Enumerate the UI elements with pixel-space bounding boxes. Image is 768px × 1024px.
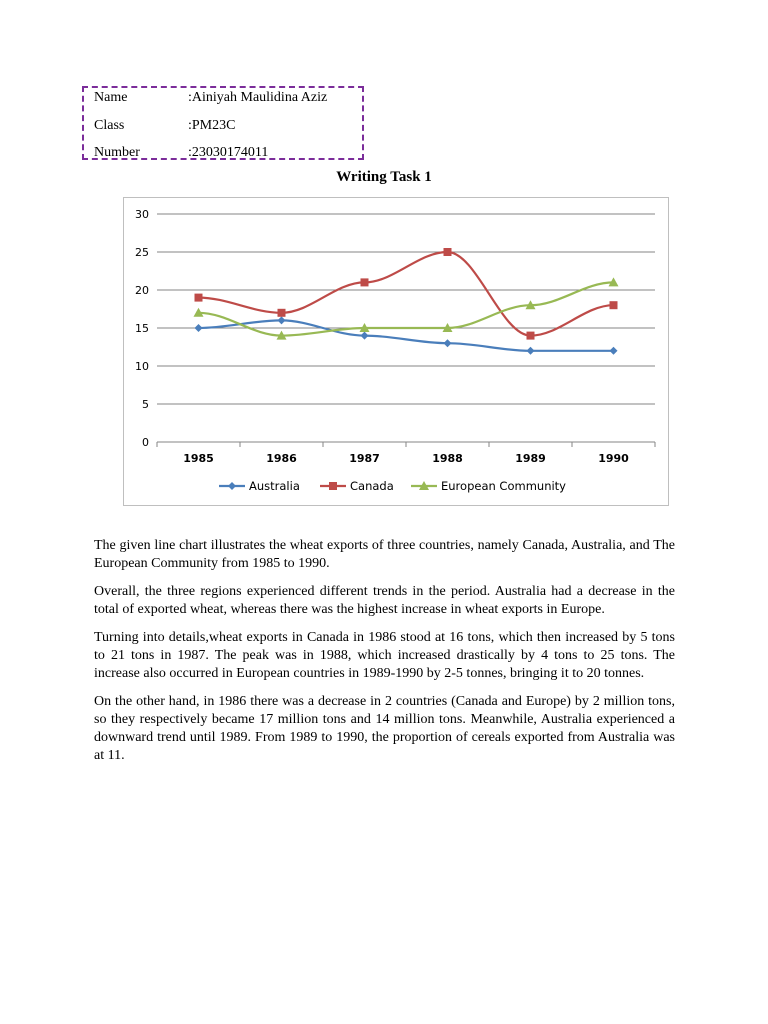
x-tick-label: 1990	[598, 452, 629, 465]
data-point	[444, 339, 452, 347]
name-label: Name	[94, 90, 128, 105]
paragraph-intro: The given line chart illustrates the wheat exports of three countries, namely Canada, Australia, and The European Community from 1985 to 1990.	[94, 538, 675, 571]
class-value: :PM23C	[188, 118, 236, 133]
data-point	[444, 248, 452, 256]
y-tick-label: 10	[135, 360, 149, 373]
x-tick-label: 1988	[432, 452, 463, 465]
data-point	[278, 309, 286, 317]
legend-label: Canada	[350, 479, 394, 493]
series-line-1	[199, 252, 614, 336]
student-info-box	[82, 86, 364, 160]
data-point	[610, 301, 618, 309]
paragraph-details: Turning into details,wheat exports in Canada in 1986 stood at 16 tons, which then increased by 5 tons to 21 tons in 1987. The peak was in 1988, which increased drastically by 4 tons to 25 tons. The increase also occurred in European countries in 1989-1990 by 2-5 tonnes, bringing it to 20 tonnes.	[94, 630, 675, 681]
data-point	[195, 294, 203, 302]
line-chart	[123, 197, 669, 506]
paragraph-overview: Overall, the three regions experienced different trends in the period. Australia had a decrease in the total of exported wheat, whereas there was the highest increase in wheat exports in Europe.	[94, 584, 675, 617]
name-value: :Ainiyah Maulidina Aziz	[188, 90, 328, 105]
legend-label: European Community	[441, 479, 566, 493]
legend-marker	[228, 482, 236, 490]
y-tick-label: 5	[142, 398, 149, 411]
essay-body	[94, 537, 675, 775]
legend-label: Australia	[249, 479, 300, 493]
series-line-0	[199, 320, 614, 350]
x-tick-label: 1989	[515, 452, 546, 465]
class-row	[94, 118, 235, 134]
page-title: Writing Task 1	[336, 169, 432, 185]
number-row	[94, 145, 268, 161]
number-value: :23030174011	[188, 145, 269, 160]
class-label: Class	[94, 118, 125, 133]
y-tick-label: 15	[135, 322, 149, 335]
data-point	[361, 332, 369, 340]
paragraph-comparison: On the other hand, in 1986 there was a decrease in 2 countries (Canada and Europe) by 2 million tons, so they respectively became 17 million tons and 14 million tons. Meanwhile, Australia experienced a downward trend until 1989. From 1989 to 1990, the proportion of cereals exported from Australia was at 11.	[94, 694, 675, 763]
chart-svg	[124, 198, 670, 507]
data-point	[195, 324, 203, 332]
number-label: Number	[94, 145, 140, 160]
name-row	[94, 90, 327, 106]
data-point	[610, 347, 618, 355]
x-tick-label: 1986	[266, 452, 297, 465]
x-tick-label: 1987	[349, 452, 380, 465]
y-tick-label: 20	[135, 284, 149, 297]
data-point	[361, 278, 369, 286]
y-tick-label: 25	[135, 246, 149, 259]
data-point	[278, 316, 286, 324]
legend-marker	[329, 482, 337, 490]
y-tick-label: 0	[142, 436, 149, 449]
data-point	[527, 347, 535, 355]
y-tick-label: 30	[135, 208, 149, 221]
x-tick-label: 1985	[183, 452, 214, 465]
data-point	[527, 332, 535, 340]
